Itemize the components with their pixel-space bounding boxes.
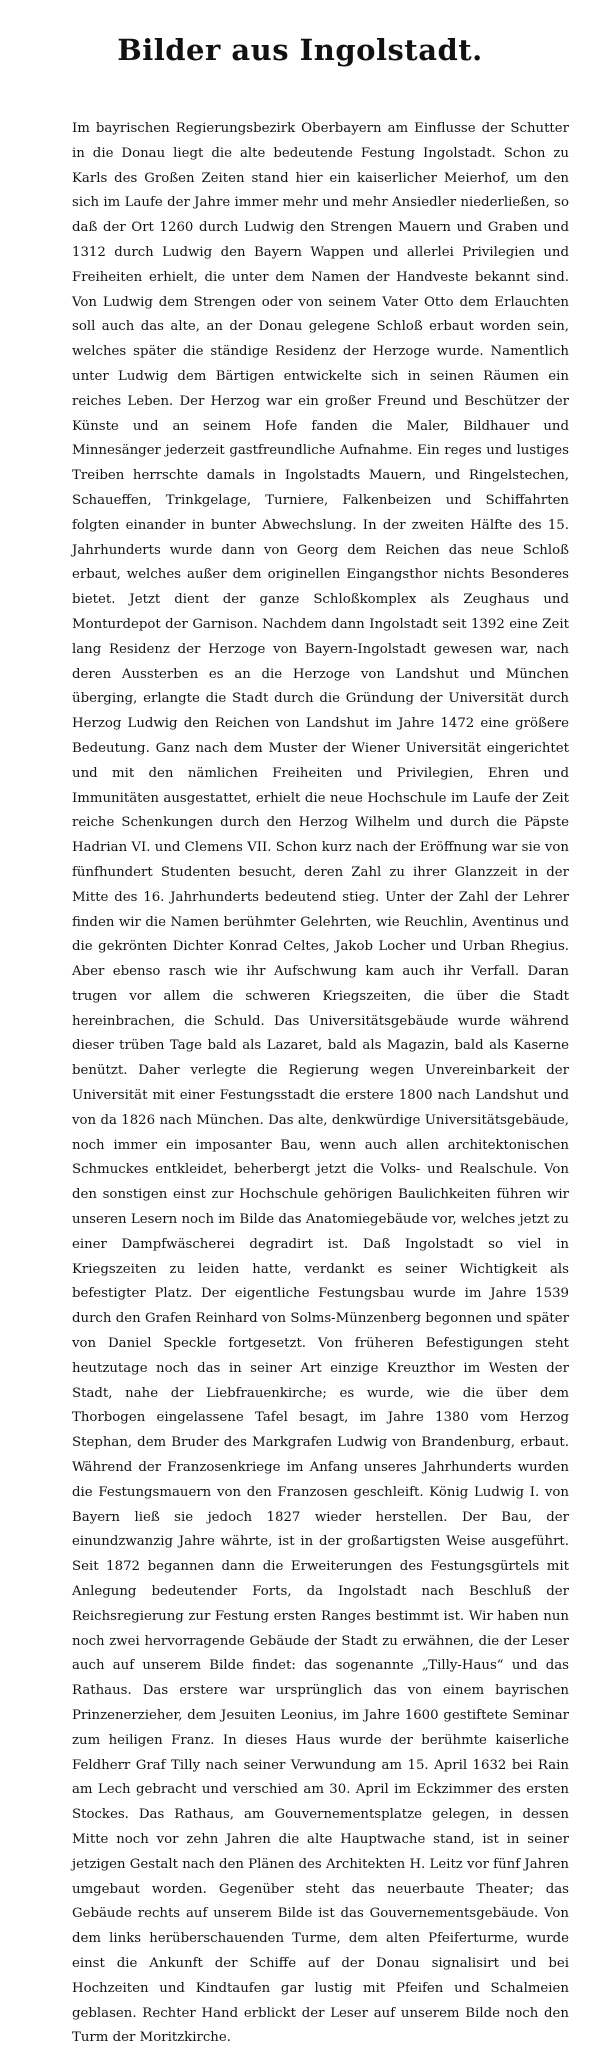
article-body: Im bayrischen Regierungsbezirk Oberbayern am Einflusse der Schutter in die Donau liegt die alte bedeutende Festung Ingolstadt. Schon zu Karls des Großen Zeiten stand hier ein kaiserlicher Meierhof, um den sich im Laufe der Jahre immer mehr und mehr Ansiedler niederließen, so daß der Ort 1260 durch Ludwig den Strengen Mauern und Graben und 1312 durch Ludwig den Bayern Wappen und allerlei Privilegien und Freiheiten erhielt, die unter dem Namen der Handveste bekannt sind. Von Ludwig dem Strengen oder von seinem Vater Otto dem Erlauchten soll auch das alte, an der Donau gelegene Schloß erbaut worden sein, welches später die ständige Residenz der Herzoge wurde. Namentlich unter Ludwig dem Bärtigen entwickelte sich in seinen Räumen ein reiches Leben. Der Herzog war ein großer Freund und Beschützer der Künste und an seinem Hofe fanden die Maler, Bildhauer und Minnesänger jederzeit gastfreundliche Aufnahme. Ein reges und lustiges Treiben herrschte damals in Ingolstadts Mauern, und Ringelstechen, Schaueffen, Trinkgelage, Turniere, Falkenbeizen und Schiffahrten folgten einander in bunter Abwechslung. In der zweiten Hälfte des 15. Jahrhunderts wurde dann von Georg dem Reichen das neue Schloß erbaut, welches außer dem originellen Eingangsthor nichts Besonderes bietet. Jetzt dient der ganze Schloßkomplex als Zeughaus und Monturdepot der Garnison. Nachdem dann Ingolstadt seit 1392 eine Zeit lang Residenz der Herzoge von Bayern-Ingolstadt gewesen war, nach deren Aussterben es an die Herzoge von Landshut und München überging, erlangte die Stadt durch die Gründung der Universität durch Herzog Ludwig den Reichen von Landshut im Jahre 1472 eine größere Bedeutung. Ganz nach dem Muster der Wiener Universität eingerichtet und mit den nämlichen Freiheiten und Privilegien, Ehren und Immunitäten ausgestattet, erhielt die neue Hochschule im Laufe der Zeit reiche Schenkungen durch den Herzog Wilhelm und durch die Päpste Hadrian VI. und Clemens VII. Schon kurz nach der Eröffnung war sie von fünfhundert Studenten besucht, deren Zahl zu ihrer Glanzzeit in der Mitte des 16. Jahrhunderts bedeutend stieg. Unter der Zahl der Lehrer finden wir die Namen berühmter Gelehrten, wie Reuchlin, Aventinus und die gekrönten Dichter Konrad Celtes, Jakob Locher und Urban Rhegius. Aber ebenso rasch wie ihr Aufschwung kam auch ihr Verfall. Daran trugen vor allem die schweren Kriegszeiten, die über die Stadt hereinbrachen, die Schuld. Das Universitätsgebäude wurde während dieser trüben Tage bald als Lazaret, bald als Magazin, bald als Kaserne benützt. Daher verlegte die Regierung wegen Unvereinbarkeit der Universität mit einer Festungsstadt die erstere 1800 nach Landshut und von da 1826 nach München. Das alte, denkwürdige Universitätsgebäude, noch immer ein imposanter Bau, wenn auch allen architektonischen Schmuckes entkleidet, beherbergt jetzt die Volks- und Realschule. Von den sonstigen einst zur Hochschule gehörigen Baulichkeiten führen wir unseren Lesern noch im Bilde das Anatomiegebäude vor, welches jetzt zu einer Dampfwäscherei degradirt ist. Daß Ingolstadt so viel in Kriegszeiten zu leiden hatte, verdankt es seiner Wichtigkeit als befestigter Platz. Der eigentliche Festungsbau wurde im Jahre 1539 durch den Grafen Reinhard von Solms-Münzenberg begonnen und später von Daniel Speckle fortgesetzt. Von früheren Befestigungen steht heutzutage noch das in seiner Art einzige Kreuzthor im Westen der Stadt, nahe der Liebfrauenkirche; es wurde, wie die über dem Thorbogen eingelassene Tafel besagt, im Jahre 1380 vom Herzog Stephan, dem Bruder des Markgrafen Ludwig von Brandenburg, erbaut. Während der Franzosenkriege im Anfang unseres Jahrhunderts wurden die Festungsmauern von den Franzosen geschleift. König Ludwig I. von Bayern ließ sie jedoch 1827 wieder herstellen. Der Bau, der einundzwanzig Jahre währte, ist in der großartigsten Weise ausgeführt. Seit 1872 begannen dann die Erweiterungen des Festungsgürtels mit Anlegung bedeutender Forts, da Ingolstadt nach Beschluß der Reichsregierung zur Festung ersten Ranges bestimmt ist. Wir haben nun noch zwei hervorragende Gebäude der Stadt zu erwähnen, die der Leser auch auf unserem Bilde findet: das sogenannte „Tilly-Haus“ und das Rathaus. Das erstere war ursprünglich das von einem bayrischen Prinzenerzieher, dem Jesuiten Leonius, im Jahre 1600 gestiftete Seminar zum heiligen Franz. In dieses Haus wurde der berühmte kaiserliche Feldherr Graf Tilly nach seiner Verwundung am 15. April 1632 bei Rain am Lech gebracht und verschied am 30. April im Eckzimmer des ersten Stockes. Das Rathaus, am Gouvernementsplatze gelegen, in dessen Mitte noch vor zehn Jahren die alte Hauptwache stand, ist in seiner jetzigen Gestalt nach den Plänen des Architekten H. Leitz vor fünf Jahren umgebaut worden. Gegenüber steht das neuerbaute Theater; das Gebäude rechts auf unserem Bilde ist das Gouvernementsgebäude. Von dem links herüberschauenden Turme, dem alten Pfeiferturme, wurde einst die Ankunft der Schiffe auf der Donau signalisirt und bei Hochzeiten und Kindtaufen gar lustig mit Pfeifen und Schalmeien geblasen. Rechter Hand erblickt der Leser auf unserem Bilde noch den Turm der Moritzkirche. (72, 121, 569, 2046)
article-title: Bilder aus Ingolstadt. (117, 33, 483, 67)
